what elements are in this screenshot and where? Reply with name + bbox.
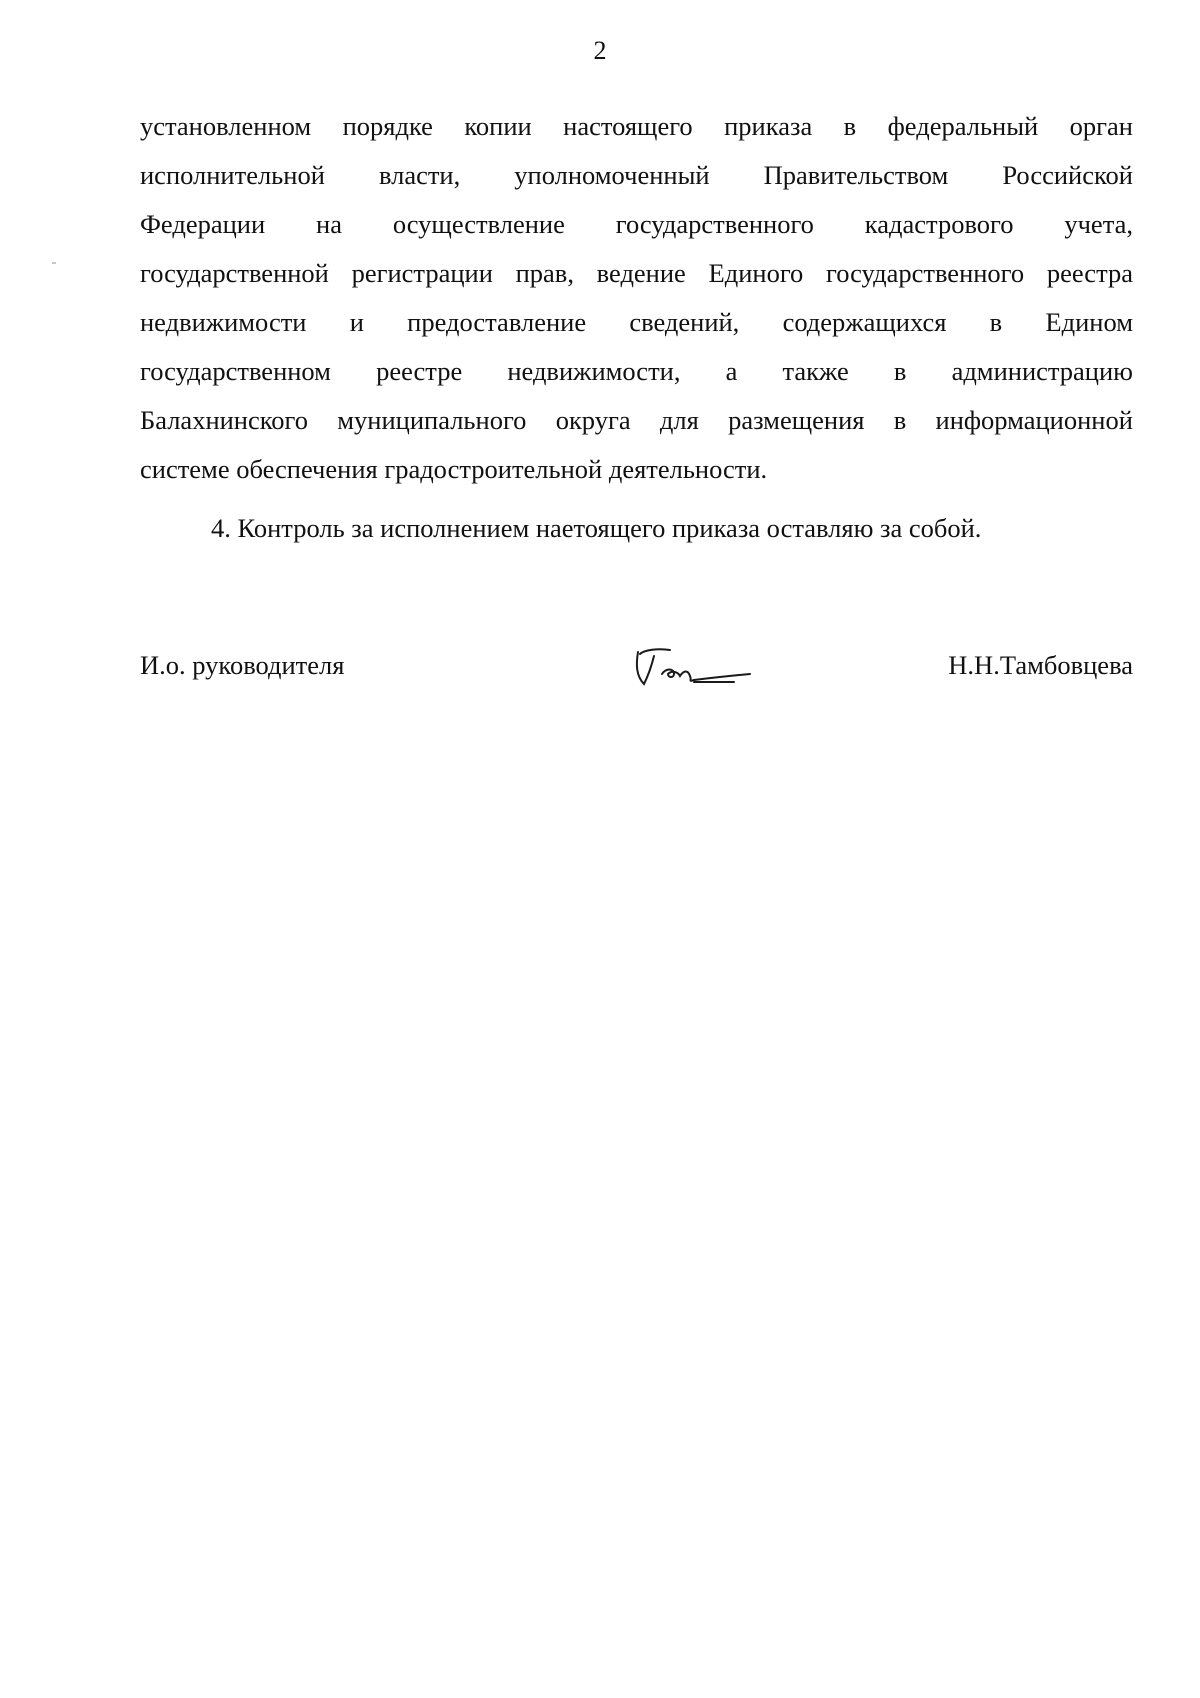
word: в: [893, 356, 907, 386]
word: на: [316, 209, 342, 239]
word: информационной: [935, 405, 1133, 435]
body-line: [140, 200, 1133, 249]
word: кадастрового: [864, 209, 1014, 239]
word: регистрации: [351, 258, 493, 288]
word: предоставление: [407, 307, 587, 337]
word: в: [893, 405, 907, 435]
word: Едином: [1045, 307, 1133, 337]
paragraph-last-line: системе обеспечения градостроительной деятельности.: [140, 454, 768, 484]
word: ведение: [596, 258, 686, 288]
word: в: [843, 111, 857, 141]
word: государственного: [826, 258, 1025, 288]
word: исполнительной: [140, 160, 325, 190]
body-line: [140, 249, 1133, 298]
word: прав,: [515, 258, 574, 288]
word: федеральный: [887, 111, 1039, 141]
word: реестре: [376, 356, 463, 386]
word: государственном: [140, 356, 331, 386]
word: муниципального: [337, 405, 527, 435]
word: Балахнинского: [140, 405, 308, 435]
word: учета,: [1064, 209, 1133, 239]
word: государственной: [140, 258, 329, 288]
word: копии: [464, 111, 532, 141]
word: Российской: [1002, 160, 1133, 190]
word: администрацию: [951, 356, 1133, 386]
handwritten-signature: [618, 640, 758, 700]
word: порядке: [342, 111, 433, 141]
body-line: [140, 396, 1133, 445]
word: недвижимости: [140, 307, 307, 337]
word: и: [349, 307, 364, 337]
word: настоящего: [563, 111, 693, 141]
word: для: [659, 405, 699, 435]
word: округа: [555, 405, 631, 435]
word: осуществление: [392, 209, 565, 239]
word: а: [725, 356, 738, 386]
word: реестра: [1046, 258, 1133, 288]
word: Федерации: [140, 209, 266, 239]
word: также: [782, 356, 849, 386]
signatory-name: Н.Н.Тамбовцева: [948, 650, 1133, 680]
body-line: [140, 151, 1133, 200]
word: приказа: [724, 111, 813, 141]
signature-block: [140, 640, 1133, 700]
word: установленном: [140, 111, 312, 141]
body-line: [140, 102, 1133, 151]
word: Единого: [708, 258, 804, 288]
word: Правительством: [763, 160, 949, 190]
scan-artifact-mark: [52, 262, 56, 264]
word: в: [989, 307, 1003, 337]
word: власти,: [378, 160, 461, 190]
body-line: [140, 347, 1133, 396]
word: недвижимости,: [507, 356, 681, 386]
word: орган: [1069, 111, 1133, 141]
paragraph-4: 4. Контроль за исполнением наетоящего приказа оставляю за собой.: [211, 513, 982, 543]
word: уполномоченный: [514, 160, 710, 190]
word: государственного: [615, 209, 814, 239]
word: содержащихся: [782, 307, 947, 337]
justified-lines: [140, 102, 1133, 445]
body-line: [140, 298, 1133, 347]
word: сведений,: [629, 307, 740, 337]
word: размещения: [728, 405, 865, 435]
document-body: [140, 102, 1133, 553]
page-number: 2: [593, 36, 607, 65]
signatory-position: И.о. руководителя: [140, 650, 345, 680]
